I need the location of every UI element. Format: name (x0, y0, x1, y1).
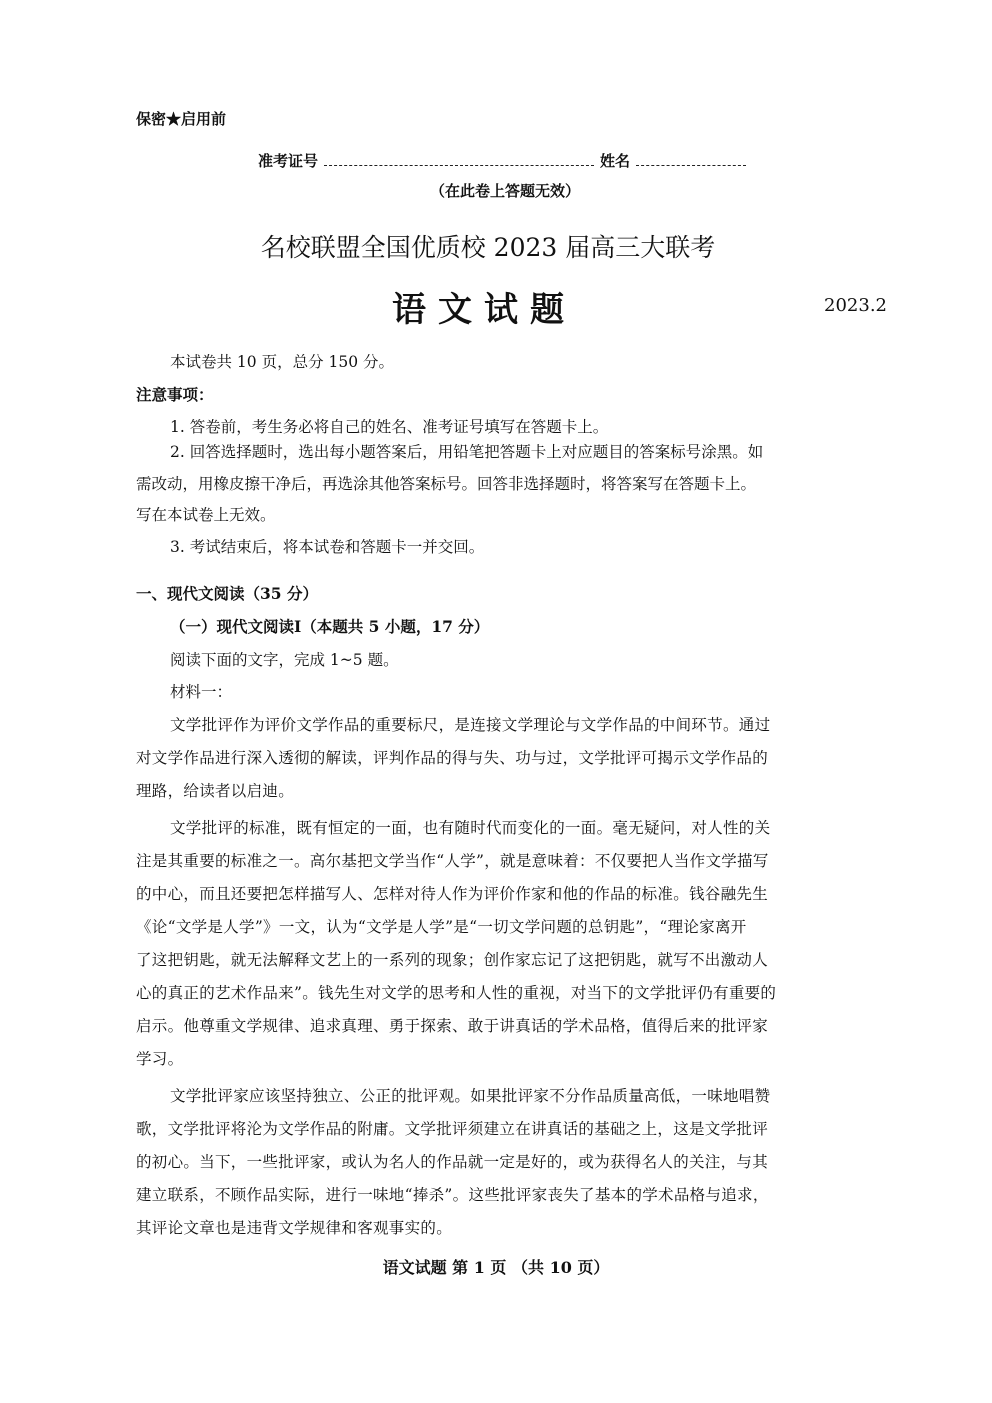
material-label: 材料一： (170, 683, 233, 701)
passage-line: 理路，给读者以启迪。 (136, 782, 295, 800)
passage-line: 了这把钥匙，就无法解释文艺上的一系列的现象；创作家忘记了这把钥匙，就写不出激动人 (136, 951, 769, 969)
passage-line: 学习。 (136, 1050, 184, 1068)
name-label: 姓名 (600, 152, 631, 170)
exam-id-row (258, 150, 746, 171)
exam-title: 名校联盟全国优质校 2023 届高三大联考 (260, 233, 716, 262)
note-2-line-1: 2. 回答选择题时，选出每小题答案后，用铅笔把答题卡上对应题目的答案标号涂黑。如 (170, 443, 764, 461)
passage-line: 《论“文学是人学”》一文，认为“文学是人学”是“一切文学问题的总钥匙”，“理论家离开 (136, 918, 747, 936)
passage-line: 的初心。当下，一些批评家，或认为名人的作品就一定是好的，或为获得名人的关注，与其 (136, 1153, 769, 1171)
passage-line: 文学批评作为评价文学作品的重要标尺，是连接文学理论与文学作品的中间环节。通过 (170, 716, 771, 734)
sub-heading: （一）现代文阅读Ⅰ（本题共 5 小题，17 分） (170, 617, 490, 636)
passage-line: 注是其重要的标准之一。高尔基把文学当作“人学”，就是意味着：不仅要把人当作文学描写 (136, 852, 769, 870)
notes-label: 注意事项： (136, 385, 214, 404)
exam-id-label: 准考证号 (258, 152, 319, 170)
note-3: 3. 考试结束后，将本试卷和答题卡一并交回。 (170, 538, 485, 556)
note-2-line-3: 写在本试卷上无效。 (136, 506, 276, 524)
passage-line: 启示。他尊重文学规律、追求真理、勇于探索、敢于讲真话的学术品格，值得后来的批评家 (136, 1017, 769, 1035)
note-1: 1. 答卷前，考生务必将自己的姓名、准考证号填写在答题卡上。 (170, 418, 609, 436)
passage-line: 文学批评家应该坚持独立、公正的批评观。如果批评家不分作品质量高低，一味地唱赞 (170, 1087, 771, 1105)
exam-date: 2023.2 (824, 295, 887, 316)
page-footer: 语文试题 第 1 页 （共 10 页） (382, 1258, 610, 1277)
invalid-note: （在此卷上答题无效） (430, 182, 581, 200)
name-blank (636, 151, 746, 166)
section-heading: 一、现代文阅读（35 分） (136, 584, 318, 603)
confidential-label: 保密★启用前 (136, 110, 227, 128)
passage-line: 的中心，而且还要把怎样描写人、怎样对待人作为评价作家和他的作品的标准。钱谷融先生 (136, 885, 769, 903)
passage-line: 建立联系，不顾作品实际，进行一味地“捧杀”。这些批评家丧失了基本的学术品格与追求， (136, 1186, 769, 1204)
passage-line: 对文学作品进行深入透彻的解读，评判作品的得与失、功与过，文学批评可揭示文学作品的 (136, 749, 769, 767)
passage-line: 其评论文章也是违背文学规律和客观事实的。 (136, 1219, 453, 1237)
passage-line: 文学批评的标准，既有恒定的一面，也有随时代而变化的一面。毫无疑问，对人性的关 (170, 819, 771, 837)
exam-id-blank (324, 151, 594, 166)
note-2-line-2: 需改动，用橡皮擦干净后，再选涂其他答案标号。回答非选择题时，将答案写在答题卡上。 (136, 475, 757, 493)
passage-line: 心的真正的艺术作品来”。钱先生对文学的思考和人性的重视，对当下的文学批评仍有重要的 (136, 984, 777, 1002)
subject-title: 语文试题 (392, 290, 576, 330)
total-info: 本试卷共 10 页，总分 150 分。 (170, 353, 395, 371)
passage-line: 歌，文学批评将沦为文学作品的附庸。文学批评须建立在讲真话的基础之上，这是文学批评 (136, 1120, 769, 1138)
reading-instruction: 阅读下面的文字，完成 1~5 题。 (170, 651, 399, 669)
